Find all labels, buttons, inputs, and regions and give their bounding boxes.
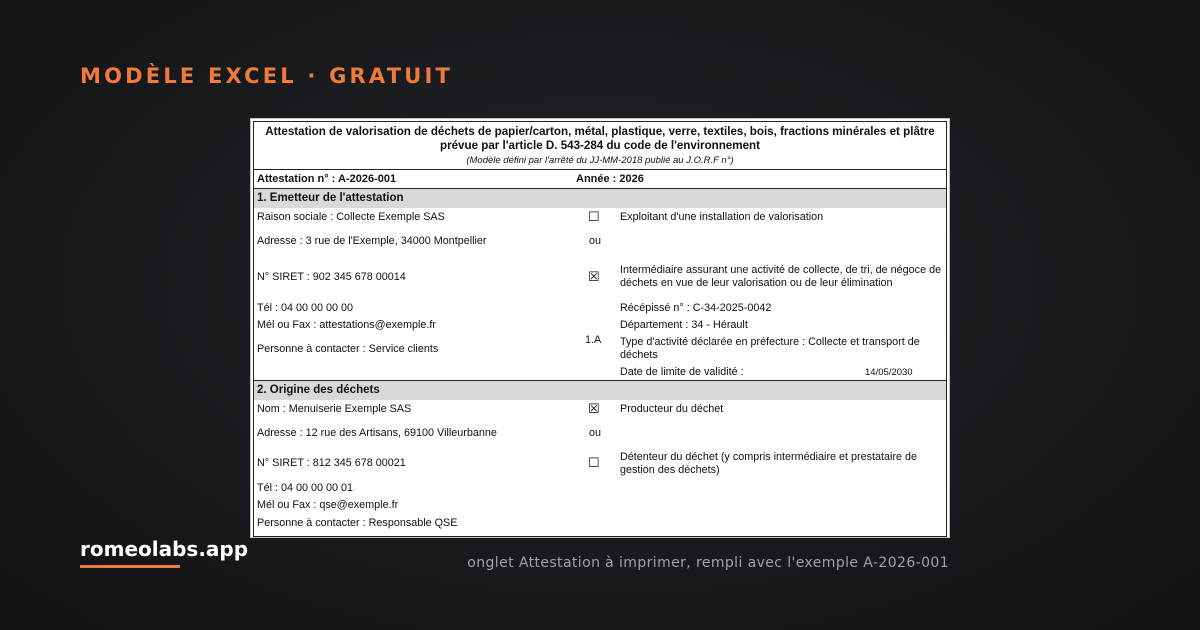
attestation-number: Attestation n° : A-2026-001	[257, 173, 397, 185]
brand-underline	[80, 565, 180, 568]
validite-label: Date de limite de validité :	[620, 366, 744, 378]
option-producteur: Producteur du déchet	[620, 403, 724, 415]
origin-nom: Nom : Menuiserie Exemple SAS	[257, 403, 412, 415]
document-subtitle: (Modèle défini par l'arrêté du JJ-MM-2018 publié au J.O.R.F n°)	[254, 152, 946, 170]
emitter-tel: Tél : 04 00 00 00 00	[257, 302, 354, 314]
brand-name: romeolabs.app	[80, 537, 249, 561]
emitter-mel: Mél ou Fax : attestations@exemple.fr	[257, 319, 436, 331]
checkbox-intermediaire[interactable]: ☒	[588, 269, 600, 284]
attestation-meta-row	[254, 170, 946, 189]
eyebrow-title: MODÈLE EXCEL · GRATUIT	[80, 64, 454, 88]
option-exploitant: Exploitant d'une installation de valorisation	[620, 211, 824, 223]
origin-address: Adresse : 12 rue des Artisans, 69100 Villeurbanne	[257, 427, 497, 439]
emitter-raison-sociale: Raison sociale : Collecte Exemple SAS	[257, 211, 445, 223]
recepisse-number: Récépissé n° : C-34-2025-0042	[620, 302, 772, 314]
checkbox-detenteur[interactable]: ☐	[588, 455, 600, 470]
section-1-body	[254, 208, 946, 381]
origin-siret: N° SIRET : 812 345 678 00021	[257, 457, 406, 469]
option-detenteur: Détenteur du déchet (y compris intermédiaire et prestataire de gestion des déchets)	[620, 451, 918, 476]
attestation-year: Année : 2026	[576, 173, 644, 185]
departement: Département : 34 - Hérault	[620, 319, 748, 331]
origin-mel: Mél ou Fax : qse@exemple.fr	[257, 499, 399, 511]
document-frame	[253, 121, 947, 537]
checkbox-producteur[interactable]: ☒	[588, 401, 600, 416]
emitter-contact: Personne à contacter : Service clients	[257, 343, 439, 355]
or-separator: ou	[589, 235, 602, 247]
option-intermediaire: Intermédiaire assurant une activité de collecte, de tri, de négoce de déchets en vue de leur valorisation ou de leur élimination	[620, 264, 942, 289]
section-1-heading: 1. Emetteur de l'attestation	[254, 189, 946, 208]
section-reference: 1.A	[585, 334, 602, 346]
caption-text: onglet Attestation à imprimer, rempli avec l'exemple A-2026-001	[467, 555, 949, 571]
checkbox-exploitant[interactable]: ☐	[588, 209, 600, 224]
validite-value: 14/05/2030	[865, 367, 913, 378]
or-separator: ou	[589, 427, 602, 439]
section-2-body	[254, 400, 946, 537]
origin-contact: Personne à contacter : Responsable QSE	[257, 517, 458, 529]
document-title: Attestation de valorisation de déchets de papier/carton, métal, plastique, verre, textiles, bois, fractions minérales et plâtre prévue par l'article D. 543-284 du code de l'environnement	[265, 125, 935, 152]
origin-tel: Tél : 04 00 00 00 01	[257, 482, 354, 494]
section-2-heading: 2. Origine des déchets	[254, 381, 946, 400]
emitter-address: Adresse : 3 rue de l'Exemple, 34000 Montpellier	[257, 235, 487, 247]
attestation-document	[250, 118, 950, 538]
type-activite: Type d'activité déclarée en préfecture : Collecte et transport de déchets	[620, 336, 920, 361]
emitter-siret: N° SIRET : 902 345 678 00014	[257, 271, 406, 283]
